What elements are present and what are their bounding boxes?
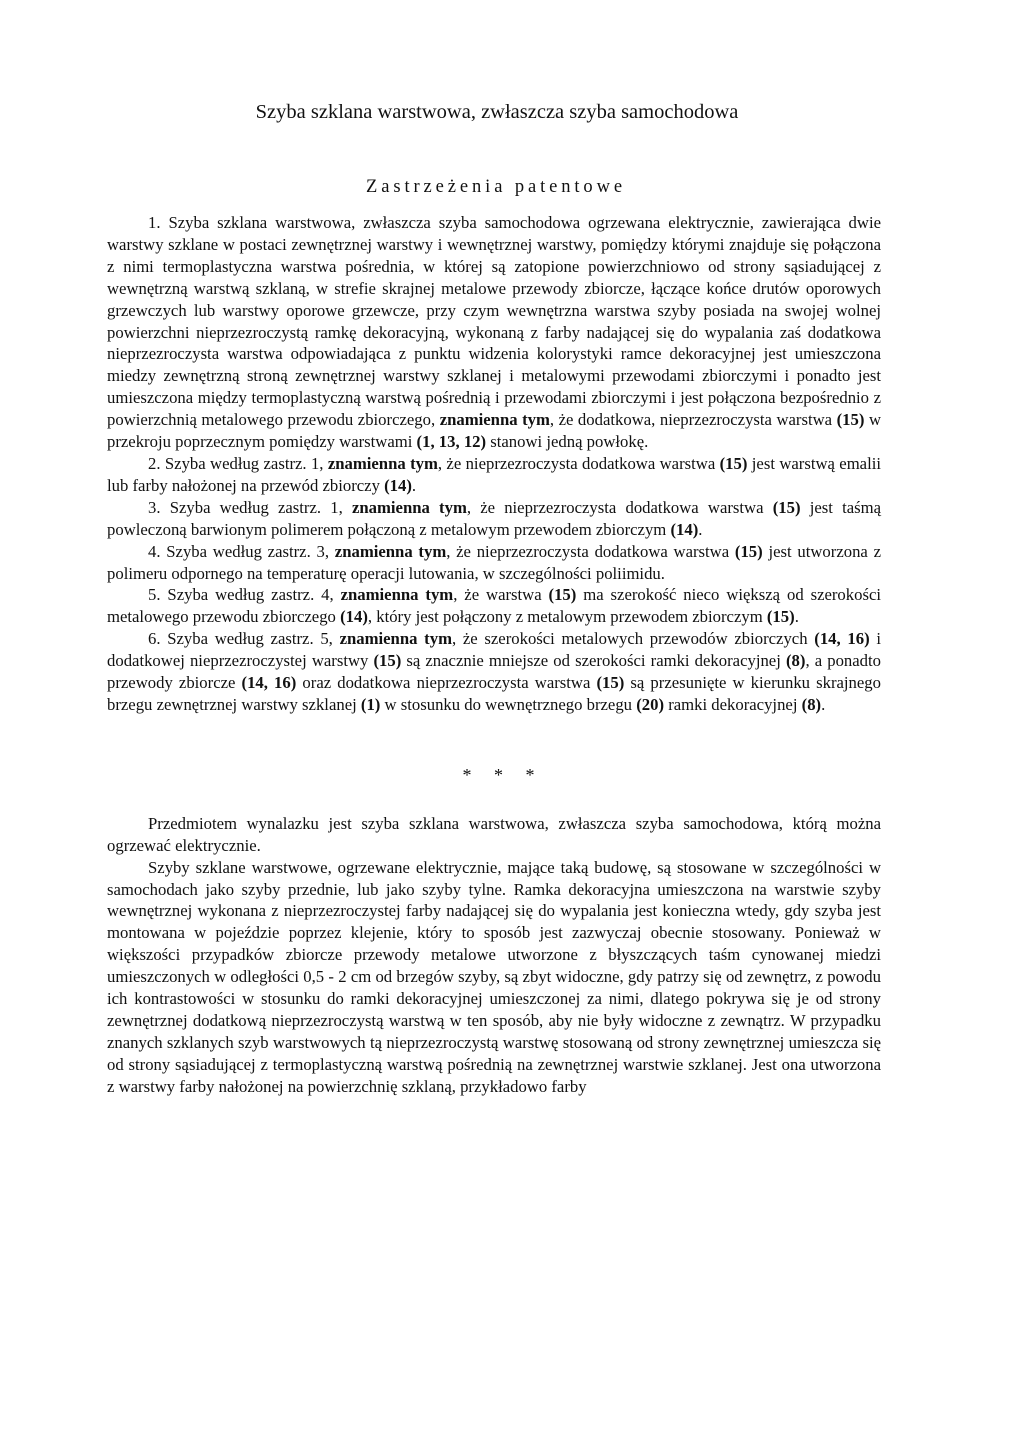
claim-emphasis: (15) (766, 607, 795, 627)
claim-text: stanowi jedną powłokę. (486, 432, 649, 452)
claim-text: . (821, 694, 826, 714)
claim-emphasis: znamienna tym (339, 629, 452, 649)
claim-text: są przesunięte w kierunku skrajnego brzegu zewnętrznej warstwy szklanej (107, 673, 881, 714)
claim-text: 1. Szyba szklana warstwowa, zwłaszcza szyba samochodowa ogrzewana elektrycznie, zawierająca dwie warstwy szklane w postaci zewnętrznej warstwy i wewnętrznej warstwy, pomiędzy którymi znajduje się połączona z nimi termoplastyczna warstwa pośrednia, w której są zatopione powierzchniowo od strony sąsiadującej z wewnętrzną warstwą szklaną, w strefie skrajnej metalowe przewody zbiorcze, łączące końce drutów oporowych grzewczych lub warstwy oporowe grzewcze, przy czym wewnętrzna warstwa szyby posiada na swojej wolnej powierzchni nieprzezroczystą ramkę dekoracyjną, wykonaną z farby nadającej się do wypalania zaś dodatkowa nieprzezroczysta warstwa odpowiadająca z punktu widzenia kolorystyki ramce dekoracyjnej jest umieszczona miedzy zewnętrzną stroną zewnętrznej warstwy szklanej i metalowymi przewodami zbiorczymi i ponadto jest umieszczona między termoplastyczną warstwą pośrednią i przewodami zbiorczymi i jest połączona bezpośrednio z powierzchnią metalowego przewodu zbiorczego, (107, 213, 881, 430)
claim-emphasis: (15) (734, 541, 763, 561)
claim-text: w stosunku do wewnętrznego brzegu (380, 694, 637, 714)
claim-text: . (411, 475, 417, 495)
claim-text: są znacznie mniejsze od szerokości ramki dekoracyjnej (401, 651, 786, 671)
claim-text: , że warstwa (453, 585, 549, 605)
document-title: Szyba szklana warstwowa, zwłaszcza szyba samochodowa (255, 101, 739, 123)
claims-heading: Zastrzeżenia patentowe (366, 177, 626, 197)
description-body (107, 813, 881, 1098)
claim-text: 5. Szyba według zastrz. 4, (148, 585, 341, 605)
claim-text: 3. Szyba według zastrz. 1, (148, 497, 352, 517)
claim-text: , który jest połączony z metalowym przewodem zbiorczym (367, 607, 767, 627)
claim-emphasis: znamienna tym (327, 453, 438, 473)
claim-emphasis: (15) (596, 673, 625, 693)
claim-emphasis: znamienna tym (439, 410, 550, 430)
claim-emphasis: (14) (670, 519, 699, 539)
claim-emphasis: znamienna tym (334, 541, 447, 561)
claim-text: jest utworzona z polimeru odpornego na temperaturę operacji lutowania, w szczególności poliimidu. (107, 541, 881, 583)
claim-emphasis: (1, 13, 12) (416, 432, 487, 452)
claim-text: 4. Szyba według zastrz. 3, (148, 541, 335, 561)
claim-emphasis: (14) (384, 475, 412, 495)
claim-emphasis: (20) (636, 694, 665, 714)
claim-text: oraz dodatkowa nieprzezroczysta warstwa (296, 673, 597, 693)
claim-emphasis: (15) (836, 410, 865, 430)
claim-text: , a ponadto przewody zbiorcze (107, 651, 881, 693)
claim-text: , że nieprzezroczysta dodatkowa warstwa (466, 497, 773, 517)
claim-emphasis: (1) (360, 694, 381, 714)
claim-1 (107, 212, 881, 453)
claims-list (107, 212, 881, 716)
claim-emphasis: (14) (340, 607, 368, 627)
claim-3 (107, 497, 881, 541)
claim-text: , że szerokości metalowych przewodów zbiorczych (451, 629, 815, 649)
claim-emphasis: znamienna tym (340, 585, 454, 605)
section-separator: * * * (462, 764, 544, 785)
claim-text: jest taśmą powleczoną barwionym polimerem połączoną z metalowym przewodem zbiorczym (107, 497, 881, 539)
claim-text: , że nieprzezroczysta dodatkowa warstwa (446, 541, 735, 561)
claim-6 (107, 628, 881, 716)
claim-text: ma szerokość nieco większą od szerokości metalowego przewodu zbiorczego (107, 585, 882, 627)
claim-text: w przekroju poprzecznym pomiędzy warstwami (107, 410, 881, 452)
claim-emphasis: (8) (785, 651, 806, 671)
claim-text: i dodatkowej nieprzezroczystej warstwy (107, 629, 881, 671)
claim-text: , że dodatkowa, nieprzezroczysta warstwa (549, 410, 837, 430)
claim-emphasis: (15) (719, 453, 748, 473)
description-paragraph: Szyby szklane warstwowe, ogrzewane elektrycznie, mające taką budowę, są stosowane w szczególności w samochodach jako szyby przednie, lub jako szyby tylne. Ramka dekoracyjna umieszczona na warstwie szyby wewnętrznej wykonana z nieprzezroczystej farby nadającej się do wypalania jest konieczna wtedy, gdy szyba jest montowana w pojeździe poprzez klejenie, który to sposób jest zazwyczaj obecnie stosowany. Ponieważ w większości przypadków zbiorcze przewody metalowe utworzone z błyszczących taśm cynowanej miedzi umieszczonych w odległości 0,5 - 2 cm od brzegów szyby, są zbyt widoczne, gdy patrzy się od zewnętrz, z powodu ich kontrastowości w stosunku do ramki dekoracyjnej umieszczonej za nimi, dlatego pokrywa się je od strony zewnętrznej dodatkową nieprzezroczystą warstwą w ten sposób, aby nie były widoczne z zewnątrz. W przypadku znanych szklanych szyb warstwowych tą nieprzezroczystą warstwę stosowaną od strony zewnętrznej umieszcza się od strony sąsiadującej z termoplastyczną warstwą pośrednią na zewnętrznej warstwie szklanej. Jest ona utworzona z warstwy farby nałożonej na powierzchnię szklaną, przykładowo farby (107, 857, 881, 1096)
claim-text: ramki dekoracyjnej (664, 694, 802, 714)
claim-emphasis: (15) (548, 585, 577, 605)
claim-5 (107, 584, 881, 628)
claim-emphasis: (14, 16) (241, 673, 297, 693)
claim-emphasis: (15) (373, 651, 402, 671)
claim-emphasis: znamienna tym (351, 497, 467, 517)
claim-2 (107, 453, 881, 497)
claim-emphasis: (8) (801, 694, 822, 714)
claim-emphasis: (14, 16) (814, 629, 870, 649)
claim-text: , że nieprzezroczysta dodatkowa warstwa (437, 453, 720, 473)
claim-text: 2. Szyba według zastrz. 1, (148, 453, 328, 473)
claim-text: . (794, 607, 799, 627)
claim-4 (107, 541, 881, 585)
claim-text: 6. Szyba według zastrz. 5, (148, 629, 340, 649)
claim-text: . (698, 519, 703, 539)
description-paragraph: Przedmiotem wynalazku jest szyba szklana warstwowa, zwłaszcza szyba samochodowa, którą można ogrzewać elektrycznie. (107, 813, 881, 855)
claim-text: jest warstwą emalii lub farby nałożonej na przewód zbiorczy (107, 453, 881, 495)
claim-emphasis: (15) (772, 497, 801, 517)
